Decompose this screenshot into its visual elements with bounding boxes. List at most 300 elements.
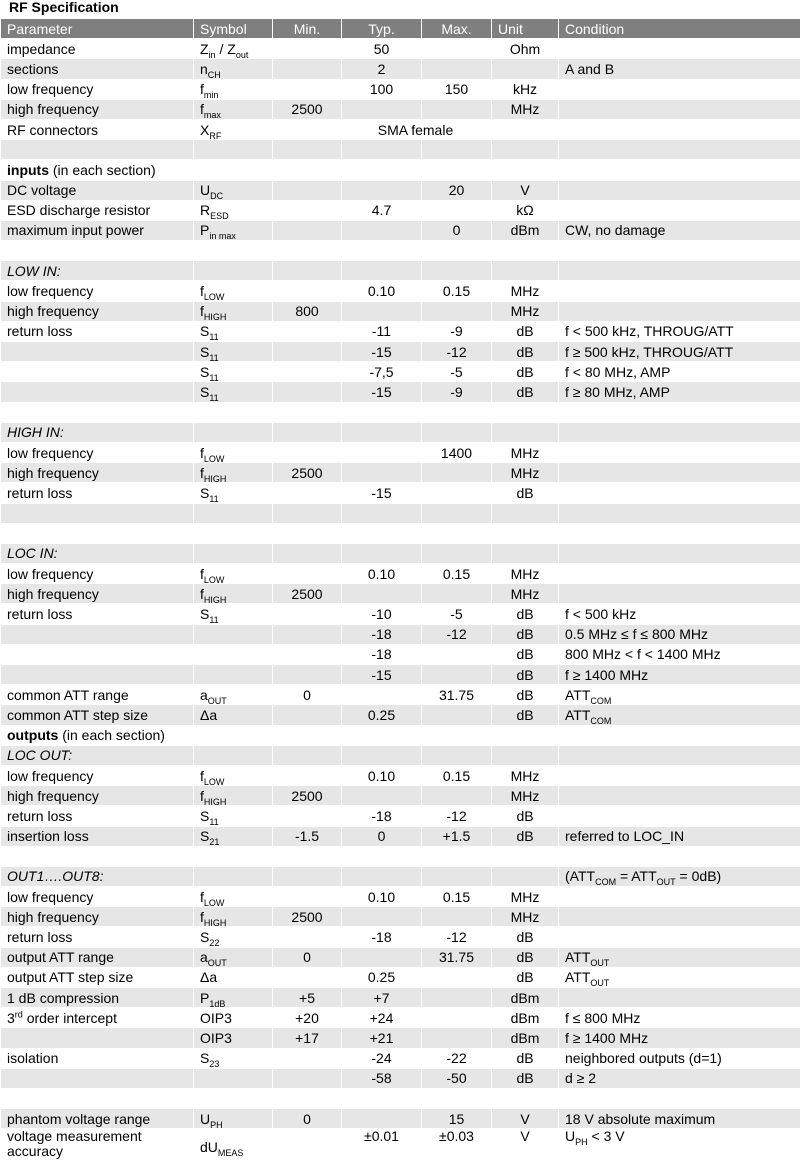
cell-max: 150 bbox=[422, 79, 492, 99]
cell-symbol bbox=[194, 665, 273, 685]
cell-symbol: $S_{22}$ bbox=[194, 927, 273, 947]
table-row bbox=[1, 483, 800, 503]
table-row bbox=[1, 523, 800, 543]
cell-typ bbox=[342, 584, 422, 604]
cell-max bbox=[422, 140, 492, 160]
cell-typ: -24 bbox=[342, 1048, 422, 1068]
cell-parameter: LOC IN: bbox=[1, 543, 194, 563]
table-row bbox=[1, 786, 800, 806]
cell-parameter: common ATT step size bbox=[1, 705, 194, 725]
cell-symbol: $f_{HIGH}$ bbox=[194, 301, 273, 321]
cell-condition bbox=[559, 988, 800, 1008]
cell-span-value: SMA female bbox=[273, 119, 559, 139]
cell-min bbox=[273, 745, 342, 765]
cell-min bbox=[273, 806, 342, 826]
cell-min: -1.5 bbox=[273, 826, 342, 846]
cell-unit: V bbox=[492, 1109, 559, 1129]
table-row bbox=[1, 988, 800, 1008]
cell-min: 0 bbox=[273, 1109, 342, 1129]
cell-parameter bbox=[1, 402, 194, 422]
cell-condition: CW, no damage bbox=[559, 220, 800, 240]
cell-parameter bbox=[1, 140, 194, 160]
cell-condition: d ≥ 2 bbox=[559, 1068, 800, 1088]
cell-typ: +7 bbox=[342, 988, 422, 1008]
table-row bbox=[1, 79, 800, 99]
cell-typ: 2 bbox=[342, 59, 422, 79]
cell-parameter: output ATT step size bbox=[1, 967, 194, 987]
cell-condition: $U_{PH} < 3$ V bbox=[559, 1129, 800, 1166]
cell-symbol: $f_{LOW}$ bbox=[194, 281, 273, 301]
cell-symbol: $f_{HIGH}$ bbox=[194, 463, 273, 483]
cell-typ bbox=[342, 463, 422, 483]
cell-typ: -58 bbox=[342, 1068, 422, 1088]
cell-parameter: low frequency bbox=[1, 887, 194, 907]
cell-parameter: high frequency bbox=[1, 907, 194, 927]
header-min: Min. bbox=[273, 19, 342, 39]
cell-min bbox=[273, 866, 342, 886]
cell-max bbox=[422, 665, 492, 685]
cell-typ bbox=[342, 180, 422, 200]
table-row bbox=[1, 301, 800, 321]
cell-max bbox=[422, 99, 492, 119]
cell-max bbox=[422, 241, 492, 261]
cell-min bbox=[273, 241, 342, 261]
table-row bbox=[1, 321, 800, 341]
cell-min bbox=[273, 422, 342, 442]
cell-symbol bbox=[194, 422, 273, 442]
cell-parameter: low frequency bbox=[1, 564, 194, 584]
cell-max bbox=[422, 261, 492, 281]
table-row bbox=[1, 543, 800, 563]
cell-parameter: low frequency bbox=[1, 281, 194, 301]
cell-min bbox=[273, 927, 342, 947]
cell-symbol bbox=[194, 140, 273, 160]
cell-symbol: $f_{LOW}$ bbox=[194, 765, 273, 785]
table-row bbox=[1, 160, 800, 180]
cell-parameter: 3rd order intercept bbox=[1, 1008, 194, 1028]
cell-condition bbox=[559, 806, 800, 826]
cell-parameter: 1 dB compression bbox=[1, 988, 194, 1008]
table-header-row bbox=[1, 19, 800, 39]
cell-condition bbox=[559, 140, 800, 160]
cell-condition: f ≥ 1400 MHz bbox=[559, 1028, 800, 1048]
cell-condition bbox=[559, 523, 800, 543]
cell-typ bbox=[342, 442, 422, 462]
cell-symbol bbox=[194, 1068, 273, 1088]
table-row bbox=[1, 39, 800, 59]
cell-parameter: ESD discharge resistor bbox=[1, 200, 194, 220]
cell-unit: dB bbox=[492, 806, 559, 826]
cell-symbol: $P_{1dB}$ bbox=[194, 988, 273, 1008]
cell-max: ±0.03 bbox=[422, 1129, 492, 1166]
cell-symbol: $P_{in max}$ bbox=[194, 220, 273, 240]
cell-condition bbox=[559, 846, 800, 866]
cell-typ: -15 bbox=[342, 342, 422, 362]
cell-max: -5 bbox=[422, 604, 492, 624]
cell-typ: -18 bbox=[342, 806, 422, 826]
table-row bbox=[1, 1109, 800, 1129]
cell-typ: +24 bbox=[342, 1008, 422, 1028]
cell-condition: f ≥ 500 kHz, THROUG/ATT bbox=[559, 342, 800, 362]
cell-max bbox=[422, 200, 492, 220]
cell-parameter: low frequency bbox=[1, 79, 194, 99]
cell-unit: MHz bbox=[492, 887, 559, 907]
cell-condition bbox=[559, 887, 800, 907]
cell-typ: 0.10 bbox=[342, 765, 422, 785]
cell-condition: 800 MHz < f < 1400 MHz bbox=[559, 644, 800, 664]
cell-parameter: RF connectors bbox=[1, 119, 194, 139]
cell-condition: f < 80 MHz, AMP bbox=[559, 362, 800, 382]
cell-parameter bbox=[1, 624, 194, 644]
cell-symbol: $S_{23}$ bbox=[194, 1048, 273, 1068]
cell-parameter bbox=[1, 1028, 194, 1048]
table-row bbox=[1, 685, 800, 705]
cell-symbol: $S_{11}$ bbox=[194, 342, 273, 362]
cell-symbol: $X_{RF}$ bbox=[194, 119, 273, 139]
table-row bbox=[1, 442, 800, 462]
cell-max bbox=[422, 543, 492, 563]
cell-unit bbox=[492, 725, 559, 745]
cell-symbol: $S_{11}$ bbox=[194, 604, 273, 624]
cell-condition bbox=[559, 543, 800, 563]
table-row bbox=[1, 402, 800, 422]
cell-max bbox=[422, 1028, 492, 1048]
table-row bbox=[1, 382, 800, 402]
cell-max: -5 bbox=[422, 362, 492, 382]
cell-symbol bbox=[194, 160, 273, 180]
cell-parameter: high frequency bbox=[1, 301, 194, 321]
cell-typ: 0.25 bbox=[342, 705, 422, 725]
cell-symbol bbox=[194, 745, 273, 765]
cell-min bbox=[273, 362, 342, 382]
cell-min bbox=[273, 180, 342, 200]
table-row bbox=[1, 342, 800, 362]
cell-typ: -7,5 bbox=[342, 362, 422, 382]
cell-unit bbox=[492, 140, 559, 160]
cell-typ: -15 bbox=[342, 382, 422, 402]
cell-typ: 50 bbox=[342, 39, 422, 59]
cell-max bbox=[422, 503, 492, 523]
table-row bbox=[1, 362, 800, 382]
cell-symbol: $f_{LOW}$ bbox=[194, 564, 273, 584]
cell-min bbox=[273, 665, 342, 685]
table-row bbox=[1, 281, 800, 301]
cell-typ bbox=[342, 786, 422, 806]
cell-parameter: maximum input power bbox=[1, 220, 194, 240]
cell-typ: -15 bbox=[342, 665, 422, 685]
cell-min bbox=[273, 967, 342, 987]
cell-typ: -10 bbox=[342, 604, 422, 624]
cell-parameter: common ATT range bbox=[1, 685, 194, 705]
table-row bbox=[1, 665, 800, 685]
cell-parameter: high frequency bbox=[1, 786, 194, 806]
cell-parameter: voltage measurement accuracy bbox=[1, 1129, 194, 1166]
cell-unit: dB bbox=[492, 624, 559, 644]
cell-parameter: outputs (in each section) bbox=[1, 725, 194, 745]
cell-unit: V bbox=[492, 180, 559, 200]
table-row bbox=[1, 241, 800, 261]
cell-typ: -18 bbox=[342, 624, 422, 644]
cell-max bbox=[422, 422, 492, 442]
cell-typ bbox=[342, 685, 422, 705]
cell-unit bbox=[492, 402, 559, 422]
table-row bbox=[1, 463, 800, 483]
cell-max bbox=[422, 523, 492, 543]
cell-unit: dBm bbox=[492, 220, 559, 240]
cell-unit: V bbox=[492, 1129, 559, 1166]
cell-max bbox=[422, 988, 492, 1008]
cell-condition bbox=[559, 402, 800, 422]
cell-typ bbox=[342, 301, 422, 321]
cell-unit: MHz bbox=[492, 463, 559, 483]
cell-min bbox=[273, 281, 342, 301]
cell-typ bbox=[342, 503, 422, 523]
cell-min bbox=[273, 220, 342, 240]
cell-unit: dB bbox=[492, 927, 559, 947]
cell-min bbox=[273, 140, 342, 160]
cell-parameter: return loss bbox=[1, 483, 194, 503]
cell-parameter bbox=[1, 503, 194, 523]
cell-min bbox=[273, 321, 342, 341]
cell-min: 2500 bbox=[273, 786, 342, 806]
cell-max: -22 bbox=[422, 1048, 492, 1068]
cell-max: 0.15 bbox=[422, 887, 492, 907]
cell-parameter: low frequency bbox=[1, 765, 194, 785]
cell-parameter bbox=[1, 846, 194, 866]
cell-unit: dB bbox=[492, 342, 559, 362]
cell-min bbox=[273, 342, 342, 362]
cell-condition bbox=[559, 725, 800, 745]
cell-symbol: $f_{min}$ bbox=[194, 79, 273, 99]
cell-max bbox=[422, 1008, 492, 1028]
cell-max bbox=[422, 39, 492, 59]
cell-unit: MHz bbox=[492, 765, 559, 785]
cell-condition bbox=[559, 907, 800, 927]
cell-max: -9 bbox=[422, 382, 492, 402]
cell-symbol: OIP3 bbox=[194, 1028, 273, 1048]
table-row bbox=[1, 806, 800, 826]
cell-max: -12 bbox=[422, 806, 492, 826]
table-row bbox=[1, 1028, 800, 1048]
cell-unit: dB bbox=[492, 826, 559, 846]
cell-condition bbox=[559, 584, 800, 604]
cell-symbol bbox=[194, 261, 273, 281]
cell-parameter bbox=[1, 342, 194, 362]
cell-min bbox=[273, 200, 342, 220]
cell-min bbox=[273, 705, 342, 725]
table-row bbox=[1, 1088, 800, 1108]
cell-max bbox=[422, 846, 492, 866]
cell-typ: 0.10 bbox=[342, 564, 422, 584]
cell-parameter: DC voltage bbox=[1, 180, 194, 200]
cell-parameter: impedance bbox=[1, 39, 194, 59]
cell-min bbox=[273, 442, 342, 462]
table-row bbox=[1, 422, 800, 442]
cell-symbol: $f_{LOW}$ bbox=[194, 442, 273, 462]
cell-condition: f ≥ 1400 MHz bbox=[559, 665, 800, 685]
cell-max bbox=[422, 745, 492, 765]
cell-max: 0.15 bbox=[422, 564, 492, 584]
header-unit: Unit bbox=[492, 19, 559, 39]
cell-typ: 0.10 bbox=[342, 887, 422, 907]
cell-min: 800 bbox=[273, 301, 342, 321]
cell-max: -12 bbox=[422, 624, 492, 644]
table-row bbox=[1, 261, 800, 281]
cell-typ: -15 bbox=[342, 483, 422, 503]
cell-typ bbox=[342, 866, 422, 886]
cell-symbol: $U_{PH}$ bbox=[194, 1109, 273, 1129]
cell-unit: dB bbox=[492, 362, 559, 382]
cell-unit: dB bbox=[492, 382, 559, 402]
cell-symbol: $dU_{MEAS}$ bbox=[194, 1129, 273, 1166]
cell-max: 31.75 bbox=[422, 947, 492, 967]
table-row bbox=[1, 745, 800, 765]
cell-condition bbox=[559, 1088, 800, 1108]
cell-min: 0 bbox=[273, 685, 342, 705]
cell-symbol bbox=[194, 866, 273, 886]
cell-max: -50 bbox=[422, 1068, 492, 1088]
cell-parameter: low frequency bbox=[1, 442, 194, 462]
cell-condition bbox=[559, 241, 800, 261]
cell-condition bbox=[559, 927, 800, 947]
cell-condition bbox=[559, 765, 800, 785]
cell-symbol bbox=[194, 503, 273, 523]
cell-typ bbox=[342, 402, 422, 422]
cell-typ bbox=[342, 1109, 422, 1129]
cell-unit: MHz bbox=[492, 564, 559, 584]
cell-unit bbox=[492, 745, 559, 765]
cell-condition bbox=[559, 745, 800, 765]
cell-condition bbox=[559, 442, 800, 462]
cell-max bbox=[422, 967, 492, 987]
cell-symbol: Δa bbox=[194, 967, 273, 987]
cell-min bbox=[273, 160, 342, 180]
cell-condition: $ATT_{OUT}$ bbox=[559, 967, 800, 987]
cell-parameter: high frequency bbox=[1, 584, 194, 604]
cell-parameter bbox=[1, 1088, 194, 1108]
cell-max bbox=[422, 301, 492, 321]
table-row bbox=[1, 846, 800, 866]
document-title: RF Specification bbox=[0, 0, 800, 18]
cell-symbol: $f_{max}$ bbox=[194, 99, 273, 119]
table-row bbox=[1, 705, 800, 725]
cell-parameter: OUT1….OUT8: bbox=[1, 866, 194, 886]
cell-max bbox=[422, 725, 492, 745]
cell-parameter bbox=[1, 1068, 194, 1088]
cell-condition bbox=[559, 564, 800, 584]
cell-symbol bbox=[194, 241, 273, 261]
cell-typ: 0.10 bbox=[342, 281, 422, 301]
cell-parameter: isolation bbox=[1, 1048, 194, 1068]
cell-typ bbox=[342, 846, 422, 866]
cell-unit: MHz bbox=[492, 907, 559, 927]
cell-parameter: return loss bbox=[1, 321, 194, 341]
cell-typ bbox=[342, 947, 422, 967]
table-row bbox=[1, 200, 800, 220]
cell-condition: f < 500 kHz bbox=[559, 604, 800, 624]
table-row bbox=[1, 1129, 800, 1166]
cell-typ: -18 bbox=[342, 927, 422, 947]
cell-typ: +21 bbox=[342, 1028, 422, 1048]
cell-unit: kΩ bbox=[492, 200, 559, 220]
cell-max bbox=[422, 786, 492, 806]
header-symbol: Symbol bbox=[194, 19, 273, 39]
cell-symbol: $a_{OUT}$ bbox=[194, 947, 273, 967]
cell-typ: ±0.01 bbox=[342, 1129, 422, 1166]
cell-max: 20 bbox=[422, 180, 492, 200]
cell-condition bbox=[559, 160, 800, 180]
cell-min: 0 bbox=[273, 947, 342, 967]
cell-max: -12 bbox=[422, 927, 492, 947]
cell-max: 1400 bbox=[422, 442, 492, 462]
cell-symbol: $f_{HIGH}$ bbox=[194, 786, 273, 806]
cell-unit bbox=[492, 846, 559, 866]
cell-parameter bbox=[1, 665, 194, 685]
cell-max: -12 bbox=[422, 342, 492, 362]
cell-parameter: high frequency bbox=[1, 463, 194, 483]
cell-symbol bbox=[194, 402, 273, 422]
cell-unit: Ohm bbox=[492, 39, 559, 59]
cell-unit: dBm bbox=[492, 1028, 559, 1048]
cell-min bbox=[273, 1088, 342, 1108]
cell-unit bbox=[492, 160, 559, 180]
cell-symbol: $S_{11}$ bbox=[194, 362, 273, 382]
cell-unit: dB bbox=[492, 483, 559, 503]
cell-max bbox=[422, 160, 492, 180]
cell-min bbox=[273, 846, 342, 866]
cell-condition bbox=[559, 39, 800, 59]
cell-condition bbox=[559, 79, 800, 99]
cell-typ: 0.25 bbox=[342, 967, 422, 987]
cell-condition bbox=[559, 483, 800, 503]
table-row bbox=[1, 927, 800, 947]
cell-max: 0.15 bbox=[422, 765, 492, 785]
table-row bbox=[1, 99, 800, 119]
cell-typ bbox=[342, 140, 422, 160]
cell-parameter bbox=[1, 241, 194, 261]
cell-min bbox=[273, 543, 342, 563]
cell-unit bbox=[492, 503, 559, 523]
cell-typ: -18 bbox=[342, 644, 422, 664]
cell-typ: 0 bbox=[342, 826, 422, 846]
header-max: Max. bbox=[422, 19, 492, 39]
cell-min bbox=[273, 725, 342, 745]
cell-condition bbox=[559, 503, 800, 523]
cell-typ: -11 bbox=[342, 321, 422, 341]
table-row bbox=[1, 564, 800, 584]
cell-typ bbox=[342, 422, 422, 442]
cell-unit bbox=[492, 543, 559, 563]
cell-min bbox=[273, 382, 342, 402]
cell-parameter bbox=[1, 523, 194, 543]
table-row bbox=[1, 907, 800, 927]
table-row bbox=[1, 1008, 800, 1028]
cell-min bbox=[273, 624, 342, 644]
cell-typ bbox=[342, 160, 422, 180]
cell-unit: MHz bbox=[492, 786, 559, 806]
cell-parameter: LOW IN: bbox=[1, 261, 194, 281]
cell-typ: 100 bbox=[342, 79, 422, 99]
cell-parameter bbox=[1, 644, 194, 664]
table-row bbox=[1, 644, 800, 664]
cell-parameter: HIGH IN: bbox=[1, 422, 194, 442]
cell-symbol: $S_{11}$ bbox=[194, 806, 273, 826]
cell-parameter bbox=[1, 382, 194, 402]
cell-condition: $ATT_{OUT}$ bbox=[559, 947, 800, 967]
cell-symbol bbox=[194, 725, 273, 745]
cell-min: 2500 bbox=[273, 584, 342, 604]
cell-unit: MHz bbox=[492, 301, 559, 321]
